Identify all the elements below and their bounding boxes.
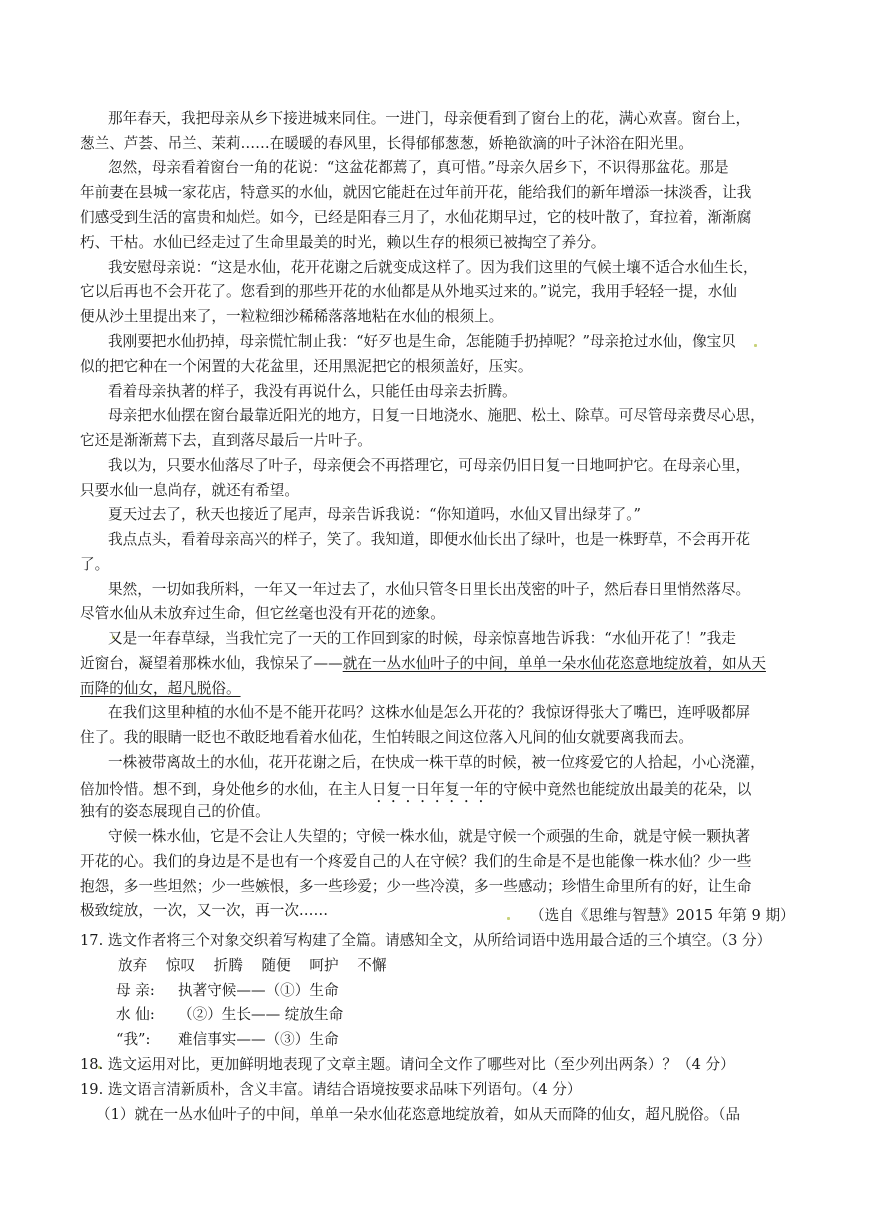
p12-line-2: 住了。我的眼睛一眨也不敢眨地看着水仙花，生怕转眼之间这位落入凡间的仙女就要离我而去。 bbox=[80, 729, 693, 746]
fill-row-narrator bbox=[116, 1033, 339, 1048]
p13-line-3: 独有的姿态展现自己的价值。 bbox=[80, 803, 270, 820]
question-17: 17. 选文作者将三个对象交织着写构建了全篇。请感知全文，从所给词语中选用最合适的三个填空。（3 分） bbox=[80, 932, 772, 949]
p11-line-2-text: 近窗台，凝望着那株水仙，我惊呆了—— bbox=[80, 655, 343, 672]
p1-line-2: 葱兰、芦荟、吊兰、茉莉……在暖暖的春风里，长得郁郁葱葱，娇艳欲滴的叶子沐浴在阳光里。 bbox=[80, 135, 693, 152]
p14-line-1: 守候一株水仙，它是不会让人失望的；守候一株水仙，就是守候一个顽强的生命，就是守候一颗执著 bbox=[108, 828, 751, 845]
fill-row-label: “我”: bbox=[116, 1031, 151, 1048]
p6-line-2: 它还是渐渐蔫下去，直到落尽最后一片叶子。 bbox=[80, 432, 372, 449]
p2-line-4: 朽、干枯。水仙已经走过了生命里最美的时光，赖以生存的根须已被掏空了养分。 bbox=[80, 234, 606, 251]
p7-line-1: 我以为，只要水仙落尽了叶子，母亲便会不再搭理它，可母亲仍旧日复一日地呵护它。在母亲心里， bbox=[108, 457, 751, 474]
question-19: 19. 选文语言清新质朴，含义丰富。请结合语境按要求品味下列语句。（4 分） bbox=[80, 1081, 582, 1098]
p3-line-2: 它以后再也不会开花了。您看到的那些开花的水仙都是从外地买过来的。”说完，我用手轻轻一提，水仙 bbox=[80, 283, 737, 300]
p10-line-1: 果然，一切如我所料，一年又一年过去了，水仙只管冬日里长出茂密的叶子，然后春日里悄然落尽。 bbox=[108, 581, 751, 598]
p12-line-1: 在我们这里种植的水仙不是不能开花吗？这株水仙是怎么开花的？我惊讶得张大了嘴巴，连呼吸都屏 bbox=[108, 704, 751, 721]
p4-line-2: 似的把它种在一个闲置的大花盆里，还用黑泥把它的根须盖好，压实。 bbox=[80, 358, 533, 375]
dotted-phrase: 日复一日年复一年 bbox=[371, 781, 489, 798]
p11-line-2 bbox=[80, 657, 766, 672]
p13-line-2-end: 的守候中竟然也能绽放出最美的花朵，以 bbox=[488, 781, 752, 798]
p2-line-3: 们感受到生活的富贵和灿烂。如今，已经是阳春三月了，水仙花期早过，它的枝叶散了，耷拉着，渐渐腐 bbox=[80, 209, 752, 226]
p1-line-1: 那年春天，我把母亲从乡下接进城来同住。一进门，母亲便看到了窗台上的花，满心欢喜。窗台上， bbox=[108, 110, 751, 127]
p3-line-3: 便从沙土里提出来了，一粒粒细沙稀稀落落地粘在水仙的根须上。 bbox=[80, 308, 504, 325]
fill-row-text: 难信事实——（③）生命 bbox=[178, 1031, 339, 1048]
p4-line-1: 我刚要把水仙扔掉，母亲慌忙制止我：“好歹也是生命，怎能随手扔掉呢？”母亲抢过水仙，像宝贝 bbox=[108, 333, 736, 350]
word-bank-item: 惊叹 bbox=[165, 957, 196, 974]
p11-line-1: 又是一年春草绿，当我忙完了一天的工作回到家的时候，母亲惊喜地告诉我：“水仙开花了！”我走 bbox=[108, 630, 736, 647]
scan-mark bbox=[507, 917, 510, 920]
p13-line-2-start: 倍加怜惜。想不到，身处他乡的水仙，在主人 bbox=[80, 781, 372, 798]
question-18: 18. 选文运用对比，更加鲜明地表现了文章主题。请问全文作了哪些对比（至少列出两条）？（4 分） bbox=[80, 1056, 735, 1073]
p5-line-1: 看着母亲执著的样子，我没有再说什么，只能任由母亲去折腾。 bbox=[108, 383, 517, 400]
p9-line-1: 我点点头，看着母亲高兴的样子，笑了。我知道，即便水仙长出了绿叶，也是一株野草，不会再开花 bbox=[108, 531, 751, 548]
fill-row-label: 母 亲: bbox=[116, 982, 155, 999]
fill-row-narcissus bbox=[116, 1008, 343, 1023]
p6-line-1: 母亲把水仙摆在窗台最靠近阳光的地方，日复一日地浇水、施肥、松土、除草。可尽管母亲费尽心思， bbox=[108, 407, 765, 424]
source-citation: （选自《思维与智慧》2015 年第 9 期） bbox=[530, 907, 795, 924]
word-bank-item: 呵护 bbox=[309, 957, 339, 974]
fill-row-label: 水 仙: bbox=[116, 1006, 155, 1023]
fill-row-text: （②）生长—— 绽放生命 bbox=[178, 1006, 344, 1023]
word-bank-item: 放弃 bbox=[118, 957, 148, 974]
word-bank-item: 折腾 bbox=[213, 957, 243, 974]
p10-line-2: 尽管水仙从未放弃过生命，但它丝毫也没有开花的迹象。 bbox=[80, 605, 445, 622]
word-bank-item: 不懈 bbox=[357, 957, 387, 974]
question-19-part-1: （1）就在一丛水仙叶子的中间，单单一朵水仙花恣意地绽放着，如从天而降的仙女，超凡脱俗。（品 bbox=[96, 1106, 741, 1123]
p14-line-2: 开花的心。我们的身边是不是也有一个疼爱自己的人在守候？我们的生命是不是也能像一株水仙？少一些 bbox=[80, 853, 752, 870]
underlined-sentence-part-1: 就在一丛水仙叶子的中间，单单一朵水仙花恣意地绽放着，如从天 bbox=[342, 655, 766, 672]
word-bank-item: 随便 bbox=[261, 957, 291, 974]
p13-line-1: 一株被带离故土的水仙，花开花谢之后，在快成一株干草的时候，被一位疼爱它的人拾起，小心浇灌， bbox=[108, 754, 765, 771]
word-bank bbox=[118, 959, 386, 974]
fill-row-text: 执著守候——（①）生命 bbox=[178, 982, 339, 999]
p9-line-2: 了。 bbox=[80, 556, 110, 573]
p7-line-2: 只要水仙一息尚存，就还有希望。 bbox=[80, 482, 299, 499]
p8-line-1: 夏天过去了，秋天也接近了尾声，母亲告诉我说：“你知道吗，水仙又冒出绿芽了。” bbox=[108, 506, 641, 523]
underlined-sentence-part-2: 而降的仙女，超凡脱俗。 bbox=[80, 680, 241, 697]
fill-row-mother bbox=[116, 984, 339, 999]
p14-line-4: 极致绽放，一次，又一次，再一次…… bbox=[80, 902, 329, 919]
scan-mark bbox=[754, 344, 757, 347]
p2-line-1: 忽然，母亲看着窗台一角的花说：“这盆花都蔫了，真可惜。”母亲久居乡下，不识得那盆花。那是 bbox=[108, 159, 729, 176]
p3-line-1: 我安慰母亲说：“这是水仙，花开花谢之后就变成这样了。因为我们这里的气候土壤不适合水仙生长， bbox=[108, 259, 758, 276]
p14-line-3: 抱怨，多一些坦然；少一些嫉恨，多一些珍爱；少一些冷漠，多一些感动；珍惜生命里所有的好，让生命 bbox=[80, 878, 752, 895]
p2-line-2: 年前妻在县城一家花店，特意买的水仙，就因它能赶在过年前开花，能给我们的新年增添一抹淡香，让我 bbox=[80, 184, 752, 201]
